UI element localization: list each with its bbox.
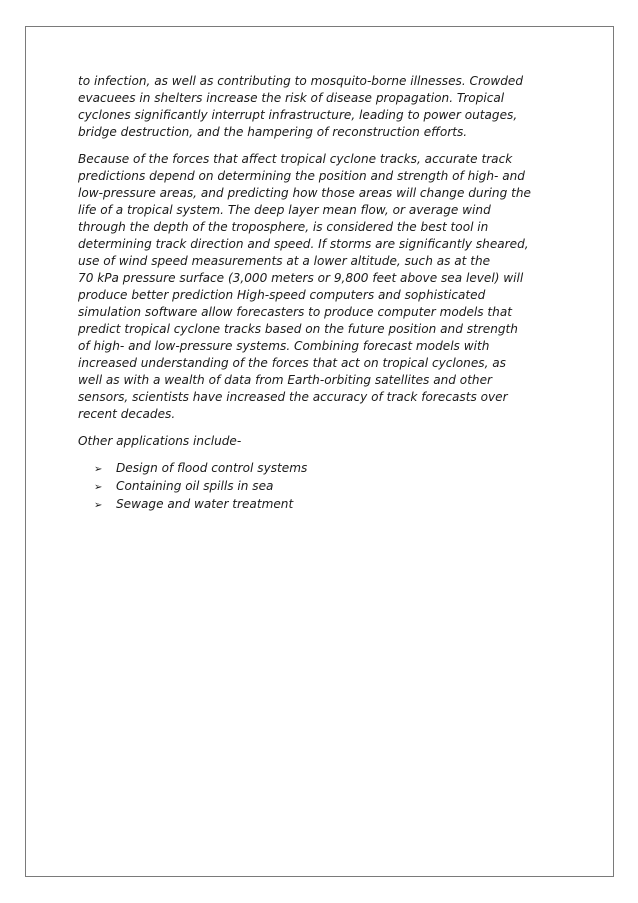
list-item <box>94 478 568 496</box>
arrow-bullet-icon: ➢ <box>94 500 103 511</box>
paragraph-other-applications: Other applications include- <box>78 434 242 448</box>
applications-list <box>78 460 568 514</box>
paragraph-health-infrastructure: to infection, as well as contributing to mosquito-borne illnesses. Crowded evacuees in shelters increase the risk of disease propagation. Tropical cyclones significantly interrupt infrastructure, leading to power outages, bridge destruction, and the hampering of reconstruction efforts. <box>78 74 524 139</box>
list-item-text: Sewage and water treatment <box>116 497 294 511</box>
list-item <box>94 496 568 514</box>
document-body <box>78 73 568 514</box>
list-item <box>94 460 568 478</box>
paragraph-track-prediction: Because of the forces that affect tropical cyclone tracks, accurate track predictions depend on determining the position and strength of high- and low-pressure areas, and predicting how those areas will change during the life of a tropical system. The deep layer mean flow, or average wind through the depth of the troposphere, is considered the best tool in determining track direction and speed. If storms are significantly sheared, use of wind speed measurements at a lower altitude, such as at the 70 kPa pressure surface (3,000 meters or 9,800 feet above sea level) will produce better prediction High-speed computers and sophisticated simulation software allow forecasters to produce computer models that predict tropical cyclone tracks based on the future position and strength of high- and low-pressure systems. Combining forecast models with increased understanding of the forces that act on tropical cyclones, as well as with a wealth of data from Earth-orbiting satellites and other sensors, scientists have increased the accuracy of track forecasts over recent decades. <box>78 152 531 421</box>
arrow-bullet-icon: ➢ <box>94 482 103 493</box>
arrow-bullet-icon: ➢ <box>94 464 103 475</box>
list-item-text: Containing oil spills in sea <box>116 479 274 493</box>
list-item-text: Design of flood control systems <box>116 461 308 475</box>
